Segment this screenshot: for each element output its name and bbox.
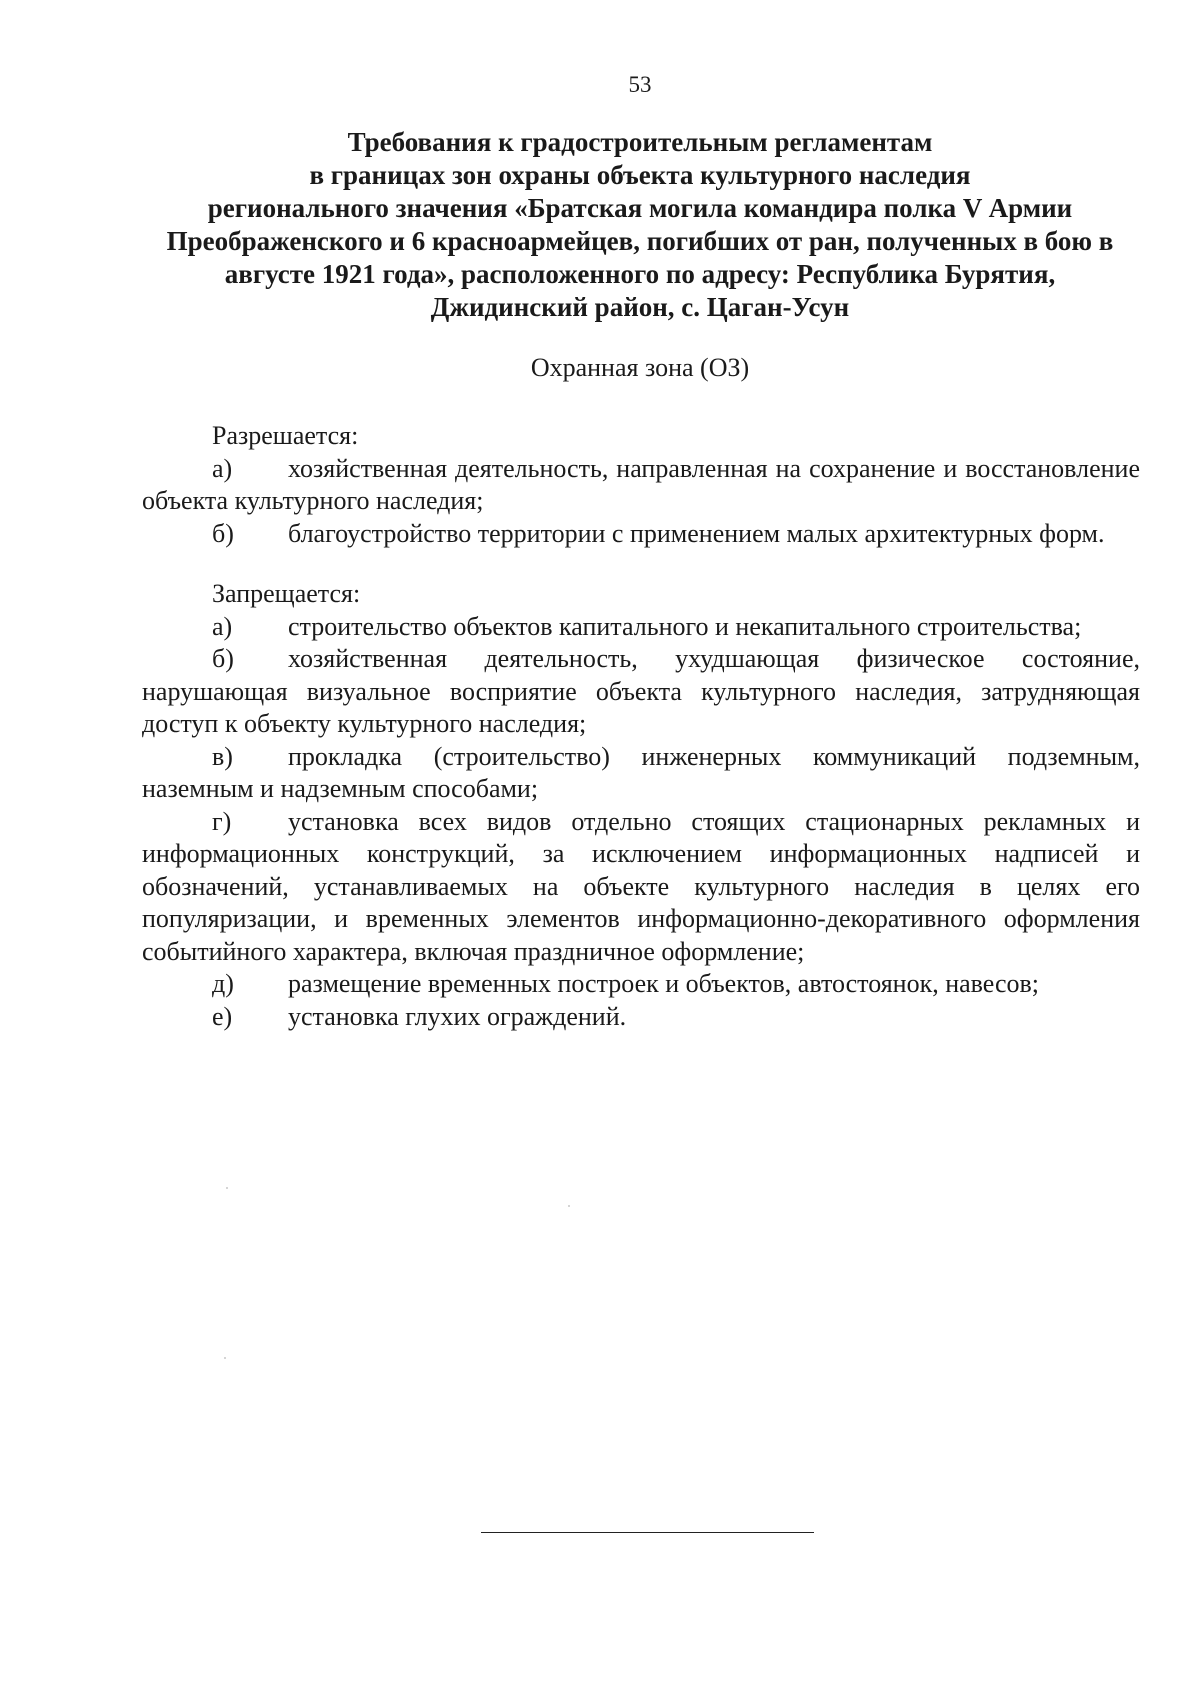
item-marker: в) — [212, 741, 233, 771]
item-marker: а) — [212, 611, 233, 641]
title-line: августе 1921 года», расположенного по адресу: Республика Бурятия, — [224, 259, 1056, 289]
item-marker: г) — [212, 806, 232, 836]
title-line: регионального значения «Братская могила командира полка V Армии — [207, 193, 1073, 223]
item-marker: б) — [212, 518, 234, 548]
title-line: Джидинский район, с. Цаган-Усун — [430, 292, 850, 322]
item-marker: д) — [212, 969, 234, 998]
prohibited-item — [142, 611, 1140, 644]
zone-heading: Охранная зона (ОЗ) — [530, 353, 750, 382]
item-text: строительство объектов капитального и некапитального строительства; — [288, 611, 1082, 641]
scan-speck — [226, 1187, 228, 1189]
item-text: установка всех видов отдельно стоящих стационарных рекламных и информационных конструкций, за исключением информационных надписей и обозначений, устанавливаемых на объекте культурного наследия в целях его популяризации, и временных элементов информационно-декоративного оформления событийного характера, включая праздничное оформление; — [142, 806, 1140, 966]
title-line: в границах зон охраны объекта культурного наследия — [309, 160, 971, 190]
item-text: установка глухих ограждений. — [288, 1001, 627, 1031]
item-marker: б) — [212, 644, 234, 673]
prohibited-item — [142, 643, 1140, 741]
prohibited-item — [142, 741, 1140, 806]
allowed-section — [142, 420, 1140, 1033]
item-marker: е) — [212, 1001, 233, 1031]
prohibited-item — [142, 1001, 1140, 1034]
scan-speck — [224, 1357, 226, 1359]
item-text: размещение временных построек и объектов, автостоянок, навесов; — [288, 969, 1040, 998]
document-title — [140, 126, 1140, 324]
prohibited-label: Запрещается: — [212, 579, 361, 608]
allowed-label: Разрешается: — [212, 421, 359, 450]
allowed-item — [142, 453, 1140, 518]
item-text: хозяйственная деятельность, направленная на сохранение и восстановление объекта культурного наследия; — [142, 453, 1140, 515]
end-rule — [481, 1532, 814, 1533]
item-text: благоустройство территории с применением малых архитектурных форм. — [288, 518, 1105, 548]
prohibited-item — [142, 968, 1140, 1001]
prohibited-section — [142, 578, 1140, 1033]
scan-speck — [568, 1205, 570, 1207]
title-line: Требования к градостроительным регламентам — [347, 127, 933, 157]
item-text: хозяйственная деятельность, ухудшающая физическое состояние, нарушающая визуальное восприятие объекта культурного наследия, затрудняющая доступ к объекту культурного наследия; — [142, 644, 1140, 738]
prohibited-item — [142, 806, 1140, 969]
allowed-item — [142, 518, 1140, 551]
item-marker: а) — [212, 453, 233, 483]
page-number: 53 — [628, 72, 652, 97]
title-line: Преображенского и 6 красноармейцев, погибших от ран, полученных в бою в — [166, 226, 1114, 256]
item-text: прокладка (строительство) инженерных коммуникаций подземным, наземным и надземным способами; — [142, 741, 1140, 803]
